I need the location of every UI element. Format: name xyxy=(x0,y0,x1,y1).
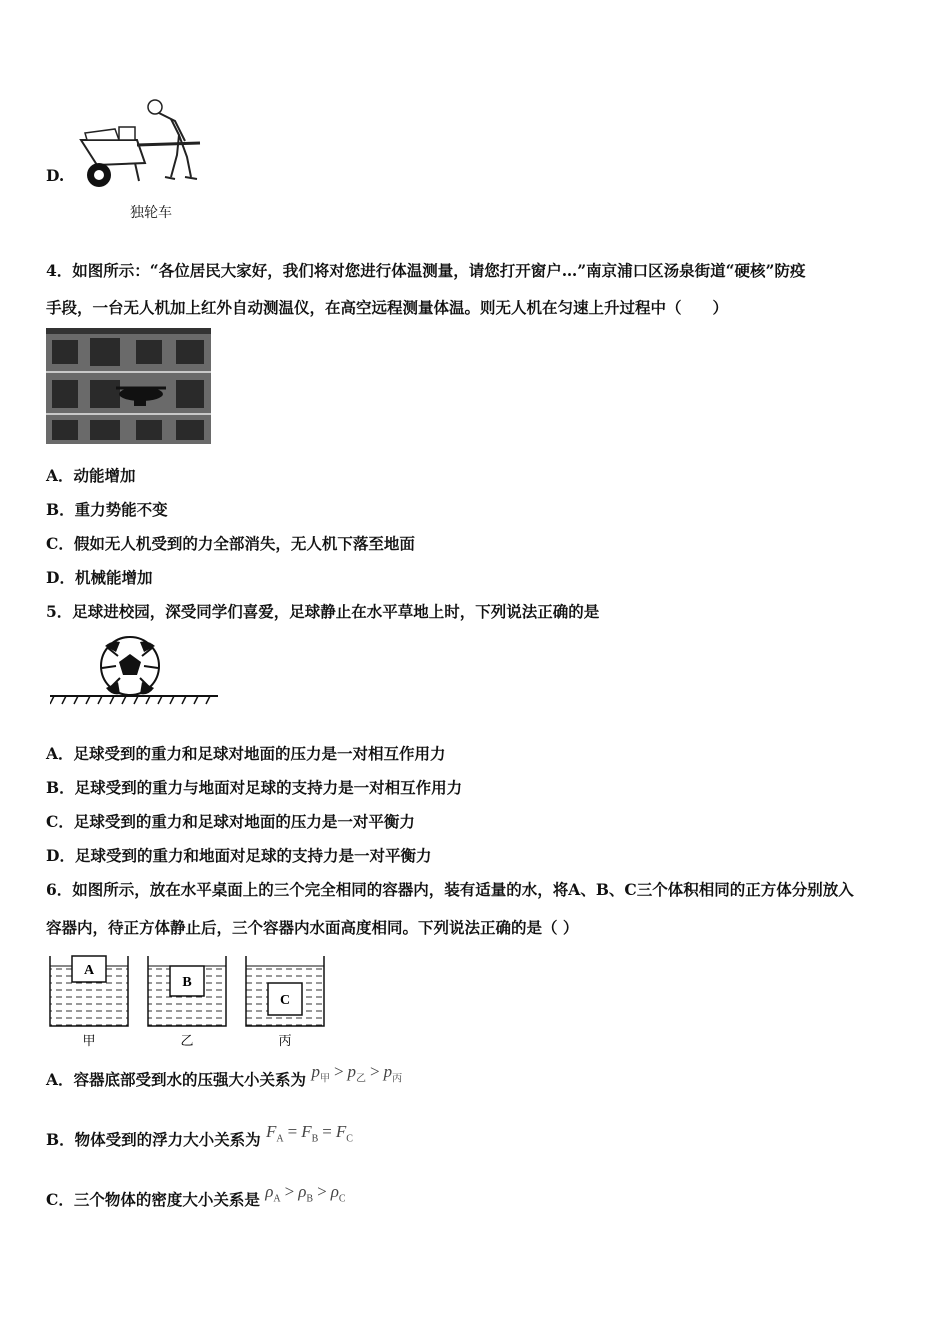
q5-option-d: D．足球受到的重力和地面对足球的支持力是一对平衡力 xyxy=(46,846,432,865)
sym-rho3: ρ xyxy=(330,1182,339,1201)
op-3: = xyxy=(287,1122,298,1141)
q4-option-d: D．机械能增加 xyxy=(46,568,153,587)
sym-p2: p xyxy=(347,1062,357,1081)
q6-option-a xyxy=(46,1062,403,1097)
sub-c2: C xyxy=(338,1193,346,1205)
sub-yi: 乙 xyxy=(356,1073,367,1085)
q6-option-c-text: C．三个物体的密度大小关系是 xyxy=(46,1190,260,1209)
sym-f2: F xyxy=(301,1122,312,1141)
container-yi-label: 乙 xyxy=(180,1033,194,1048)
op-4: = xyxy=(322,1122,332,1141)
wheelbarrow-illustration xyxy=(75,95,210,195)
q4-option-b: B．重力势能不变 xyxy=(46,500,168,519)
sub-a: A xyxy=(276,1133,284,1145)
q5-stem: 5．足球进校园，深受同学们喜爱，足球静止在水平草地上时，下列说法正确的是 xyxy=(46,602,600,621)
sym-f1: F xyxy=(266,1122,277,1141)
q6-option-b-formula xyxy=(266,1122,353,1145)
q4-stem-line1: 4．如图所示：“各位居民大家好，我们将对您进行体温测量，请您打开窗户…”南京浦口区汤泉街道“硬核”防疫 xyxy=(46,261,806,280)
container-bing xyxy=(246,956,324,1048)
sub-a2: A xyxy=(273,1193,281,1205)
op-2: > xyxy=(370,1062,380,1081)
block-c-label: C xyxy=(279,993,291,1008)
sym-p3: p xyxy=(383,1062,393,1081)
op-5: > xyxy=(284,1182,295,1201)
drone-building-photo xyxy=(46,328,211,444)
sym-f3: F xyxy=(335,1122,347,1141)
q5-option-c: C．足球受到的重力和足球对地面的压力是一对平衡力 xyxy=(46,812,415,831)
op-6: > xyxy=(317,1182,327,1201)
q6-option-b-text: B．物体受到的浮力大小关系为 xyxy=(46,1130,261,1149)
q4-option-a: A．动能增加 xyxy=(46,466,136,485)
three-containers-diagram xyxy=(46,952,336,1052)
q6-option-c-formula xyxy=(265,1182,346,1205)
q6-option-a-text: A．容器底部受到水的压强大小关系为 xyxy=(46,1070,307,1089)
sym-rho2: ρ xyxy=(298,1182,307,1201)
container-jia xyxy=(50,956,128,1048)
q6-option-b xyxy=(46,1122,353,1157)
block-b-label: B xyxy=(182,975,192,990)
sub-jia: 甲 xyxy=(319,1073,330,1085)
q4-stem-line2: 手段，一台无人机加上红外自动测温仪，在高空远程测量体温。则无人机在匀速上升过程中（ ） xyxy=(46,298,729,317)
sub-b: B xyxy=(311,1133,319,1145)
option-d-label: D. xyxy=(46,166,65,185)
football-on-ground-diagram xyxy=(50,636,220,710)
wheelbarrow-caption: 独轮车 xyxy=(130,205,172,221)
container-jia-label: 甲 xyxy=(82,1033,96,1048)
block-a-label: A xyxy=(83,963,95,978)
q6-stem-line2: 容器内，待正方体静止后，三个容器内水面高度相同。下列说法正确的是（ ） xyxy=(46,918,579,937)
sub-b2: B xyxy=(306,1193,314,1205)
sub-c: C xyxy=(346,1133,353,1145)
sym-p1: p xyxy=(311,1062,320,1081)
op-1: > xyxy=(333,1062,344,1081)
q5-option-a: A．足球受到的重力和足球对地面的压力是一对相互作用力 xyxy=(46,744,446,763)
q6-stem-line1: 6．如图所示，放在水平桌面上的三个完全相同的容器内，装有适量的水，将A、B、C三个体积相同的正方体分别放入 xyxy=(46,880,854,899)
sym-rho1: ρ xyxy=(265,1182,274,1201)
q5-option-b: B．足球受到的重力与地面对足球的支持力是一对相互作用力 xyxy=(46,778,463,797)
container-yi xyxy=(148,956,226,1048)
q6-option-c xyxy=(46,1182,346,1217)
container-bing-label: 丙 xyxy=(278,1033,292,1048)
q4-option-c: C．假如无人机受到的力全部消失，无人机下落至地面 xyxy=(46,534,415,553)
sub-bing: 丙 xyxy=(392,1073,403,1085)
q6-option-a-formula xyxy=(311,1062,403,1085)
